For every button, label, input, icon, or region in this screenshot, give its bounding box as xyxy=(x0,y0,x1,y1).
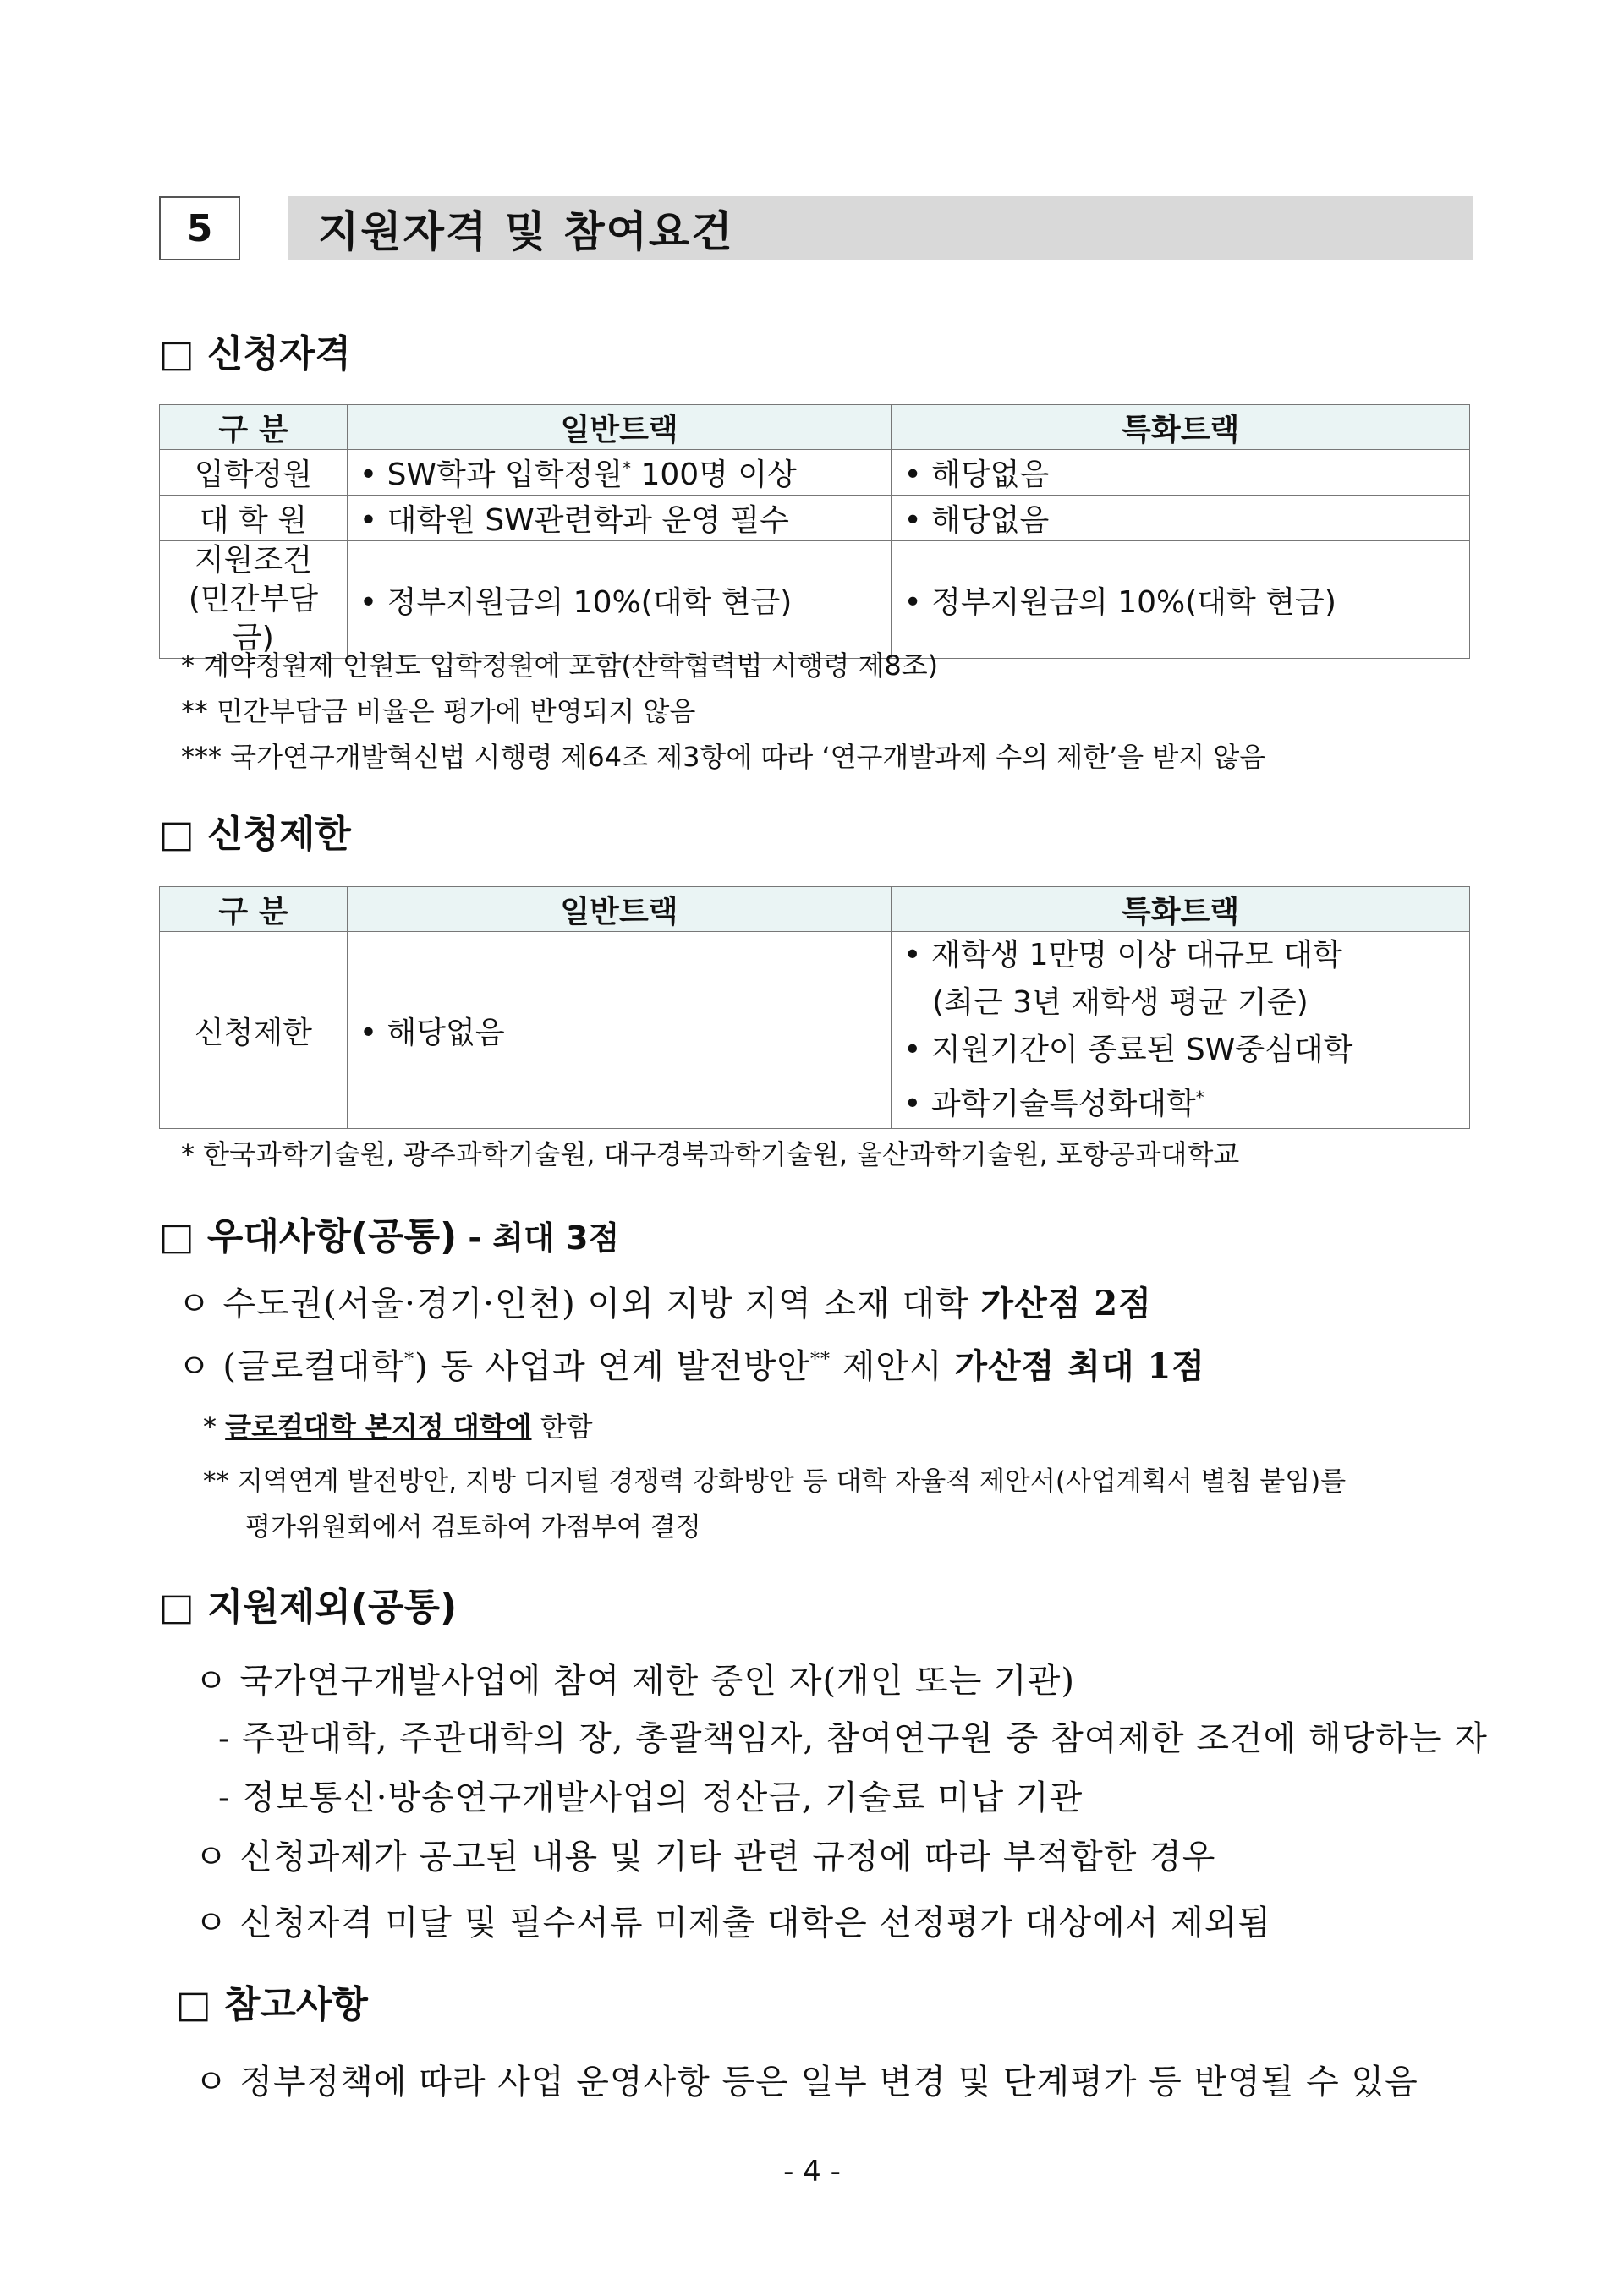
special-cell: • 재학생 1만명 이상 대규모 대학 (최근 3년 재학생 평균 기준) • 지원기간이 종료된 SW중심대학 • 과학기술특성화대학* xyxy=(892,932,1470,1129)
eligibility-note-1: * 계약정원제 인원도 입학정원에 포함(산학협력법 시행령 제8조) xyxy=(181,649,939,682)
exclusion-item: ㅇ 신청과제가 공고된 내용 및 기타 관련 규정에 따라 부적합한 경우 xyxy=(195,1838,1216,1877)
exclusion-subitem: - 주관대학, 주관대학의 장, 총괄책임자, 참여연구원 중 참여제한 조건에 해당하는 자 xyxy=(218,1719,1488,1758)
eligibility-heading: □ 신청자격 xyxy=(159,332,351,375)
table-row xyxy=(160,541,1470,659)
preference-note-1: * 글로컬대학 본지정 대학에 한함 xyxy=(203,1411,593,1443)
table-row xyxy=(160,932,1470,1129)
header-category: 구 분 xyxy=(160,405,348,450)
section-number: 5 xyxy=(159,196,240,260)
row-label: 신청제한 xyxy=(160,932,348,1129)
general-cell: • 정부지원금의 10%(대학 현금) xyxy=(347,541,892,659)
special-cell: • 해당없음 xyxy=(892,496,1470,541)
row-label: 지원조건 (민간부담금) xyxy=(160,541,348,659)
general-cell: • 대학원 SW관련학과 운영 필수 xyxy=(347,496,892,541)
exclusion-subitem: - 정보통신·방송연구개발사업의 정산금, 기술료 미납 기관 xyxy=(218,1778,1084,1817)
header-special-track: 특화트랙 xyxy=(892,887,1470,932)
row-label: 대 학 원 xyxy=(160,496,348,541)
eligibility-note-3: *** 국가연구개발혁신법 시행령 제64조 제3항에 따라 ‘연구개발과제 수의 제한’을 받지 않음 xyxy=(181,741,1266,773)
table-header-row xyxy=(160,887,1470,932)
preference-item-1: ㅇ 수도권(서울·경기·인천) 이외 지방 지역 소재 대학 가산점 2점 xyxy=(178,1284,1152,1323)
restriction-table xyxy=(159,886,1470,1129)
general-cell: • 해당없음 xyxy=(347,932,891,1129)
header-general-track: 일반트랙 xyxy=(347,405,892,450)
restriction-note: * 한국과학기술원, 광주과학기술원, 대구경북과학기술원, 울산과학기술원, 포항공과대학교 xyxy=(181,1138,1240,1170)
reference-item: ㅇ 정부정책에 따라 사업 운영사항 등은 일부 변경 및 단계평가 등 반영될 수 있음 xyxy=(195,2063,1418,2101)
reference-heading: □ 참고사항 xyxy=(176,1983,368,2026)
general-cell: • SW학과 입학정원* 100명 이상 xyxy=(347,450,892,496)
section-title: 지원자격 및 참여요건 xyxy=(288,196,1473,260)
exclusion-item: ㅇ 신청자격 미달 및 필수서류 미제출 대학은 선정평가 대상에서 제외됨 xyxy=(195,1904,1271,1943)
eligibility-note-2: ** 민간부담금 비율은 평가에 반영되지 않음 xyxy=(181,695,696,727)
row-label: 입학정원 xyxy=(160,450,348,496)
header-general-track: 일반트랙 xyxy=(347,887,891,932)
header-category: 구 분 xyxy=(160,887,348,932)
page-number: - 4 - xyxy=(783,2155,841,2189)
exclusion-item: ㅇ 국가연구개발사업에 참여 제한 중인 자(개인 또는 기관) xyxy=(195,1662,1075,1701)
special-cell: • 정부지원금의 10%(대학 현금) xyxy=(892,541,1470,659)
eligibility-table xyxy=(159,404,1470,659)
preference-item-2: ㅇ (글로컬대학*) 동 사업과 연계 발전방안** 제안시 가산점 최대 1점 xyxy=(178,1346,1205,1386)
preference-heading: □ 우대사항(공통) - 최대 3점 xyxy=(159,1215,620,1258)
header-special-track: 특화트랙 xyxy=(892,405,1470,450)
restriction-heading: □ 신청제한 xyxy=(159,813,351,856)
preference-note-2-cont: 평가위원회에서 검토하여 가점부여 결정 xyxy=(245,1512,701,1543)
table-header-row xyxy=(160,405,1470,450)
special-cell: • 해당없음 xyxy=(892,450,1470,496)
exclusion-heading: □ 지원제외(공통) xyxy=(159,1586,458,1629)
preference-note-2: ** 지역연계 발전방안, 지방 디지털 경쟁력 강화방안 등 대학 자율적 제안서(사업계획서 별첨 붙임)를 xyxy=(203,1466,1347,1497)
table-row xyxy=(160,450,1470,496)
table-row xyxy=(160,496,1470,541)
